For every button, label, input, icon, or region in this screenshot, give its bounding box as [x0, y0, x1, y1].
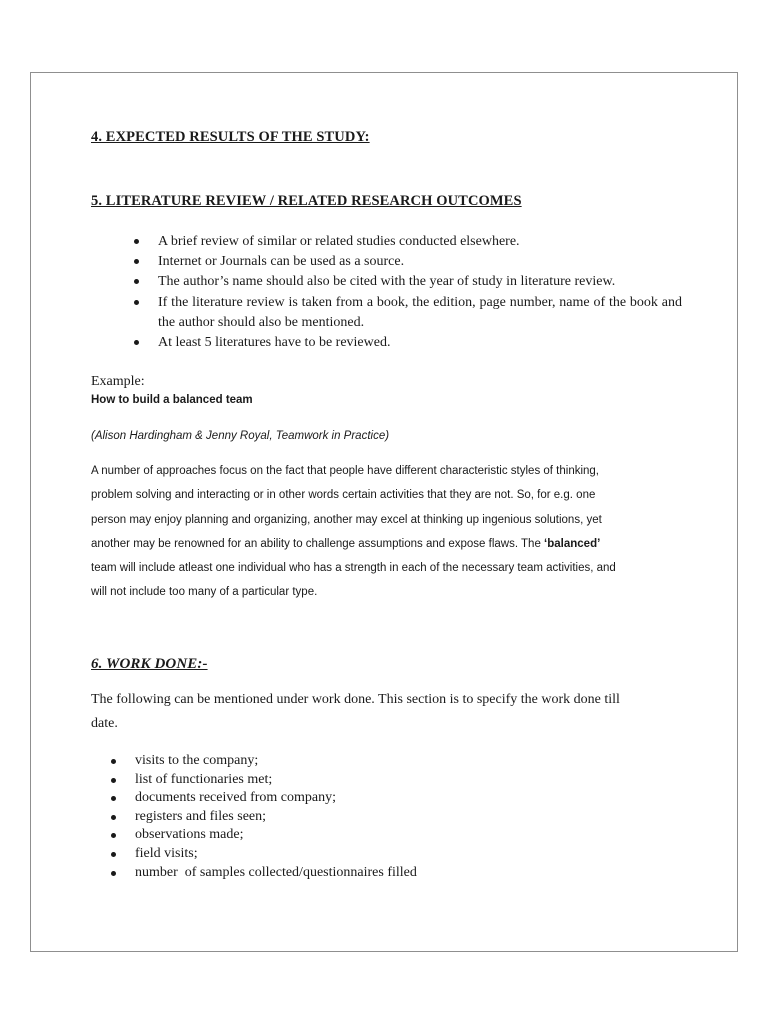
section-6-heading: 6. WORK DONE:-: [91, 656, 208, 672]
paragraph-line: another may be renowned for an ability to challenge assumptions and expose flaws. The ‘balanced’: [91, 537, 601, 550]
work-done-intro-line-2: date.: [91, 716, 118, 731]
literature-review-list: [134, 232, 682, 353]
bullet-icon: [111, 815, 116, 820]
list-item: registers and files seen;: [111, 808, 417, 827]
bullet-icon: [111, 852, 116, 857]
bullet-icon: [134, 300, 139, 305]
bullet-icon: [111, 833, 116, 838]
list-item: visits to the company;: [111, 752, 417, 771]
bullet-icon: [111, 871, 116, 876]
work-done-intro-line-1: The following can be mentioned under work done. This section is to specify the work done till: [91, 692, 620, 707]
bullet-icon: [111, 759, 116, 764]
bullet-icon: [111, 796, 116, 801]
example-title: How to build a balanced team: [91, 394, 253, 406]
paragraph-line: A number of approaches focus on the fact that people have different characteristic styles of thinking,: [91, 465, 600, 477]
example-label: Example:: [91, 374, 145, 389]
list-item: observations made;: [111, 826, 417, 845]
example-citation: (Alison Hardingham & Jenny Royal, Teamwork in Practice): [91, 430, 390, 442]
list-item: If the literature review is taken from a book, the edition, page number, name of the book and the author should also be mentioned.: [134, 293, 682, 333]
list-item: At least 5 literatures have to be reviewed.: [134, 333, 682, 353]
list-item: field visits;: [111, 845, 417, 864]
bullet-icon: [134, 340, 139, 345]
list-item: number of samples collected/questionnaires filled: [111, 864, 417, 883]
list-item: A brief review of similar or related studies conducted elsewhere.: [134, 232, 682, 252]
paragraph-line: will not include too many of a particular type.: [91, 586, 318, 599]
bullet-icon: [111, 778, 116, 783]
paragraph-line: person may enjoy planning and organizing, another may excel at thinking up ingenious solutions, yet: [91, 513, 602, 526]
section-4-heading: 4. EXPECTED RESULTS OF THE STUDY:: [91, 129, 370, 145]
bullet-icon: [134, 239, 139, 244]
bullet-icon: [134, 279, 139, 284]
example-paragraph: [91, 459, 616, 605]
list-item: list of functionaries met;: [111, 771, 417, 790]
work-done-list: [111, 752, 417, 882]
list-item: Internet or Journals can be used as a source.: [134, 252, 682, 272]
balanced-emphasis: ‘balanced’: [544, 537, 601, 550]
list-item: documents received from company;: [111, 789, 417, 808]
section-5-heading: 5. LITERATURE REVIEW / RELATED RESEARCH OUTCOMES: [91, 193, 522, 209]
list-item: The author’s name should also be cited with the year of study in literature review.: [134, 272, 682, 292]
paragraph-line: problem solving and interacting or in other words certain activities that they are not. So, for e.g. one: [91, 489, 596, 502]
bullet-icon: [134, 259, 139, 264]
paragraph-line: team will include atleast one individual who has a strength in each of the necessary team activities, and: [91, 562, 616, 575]
